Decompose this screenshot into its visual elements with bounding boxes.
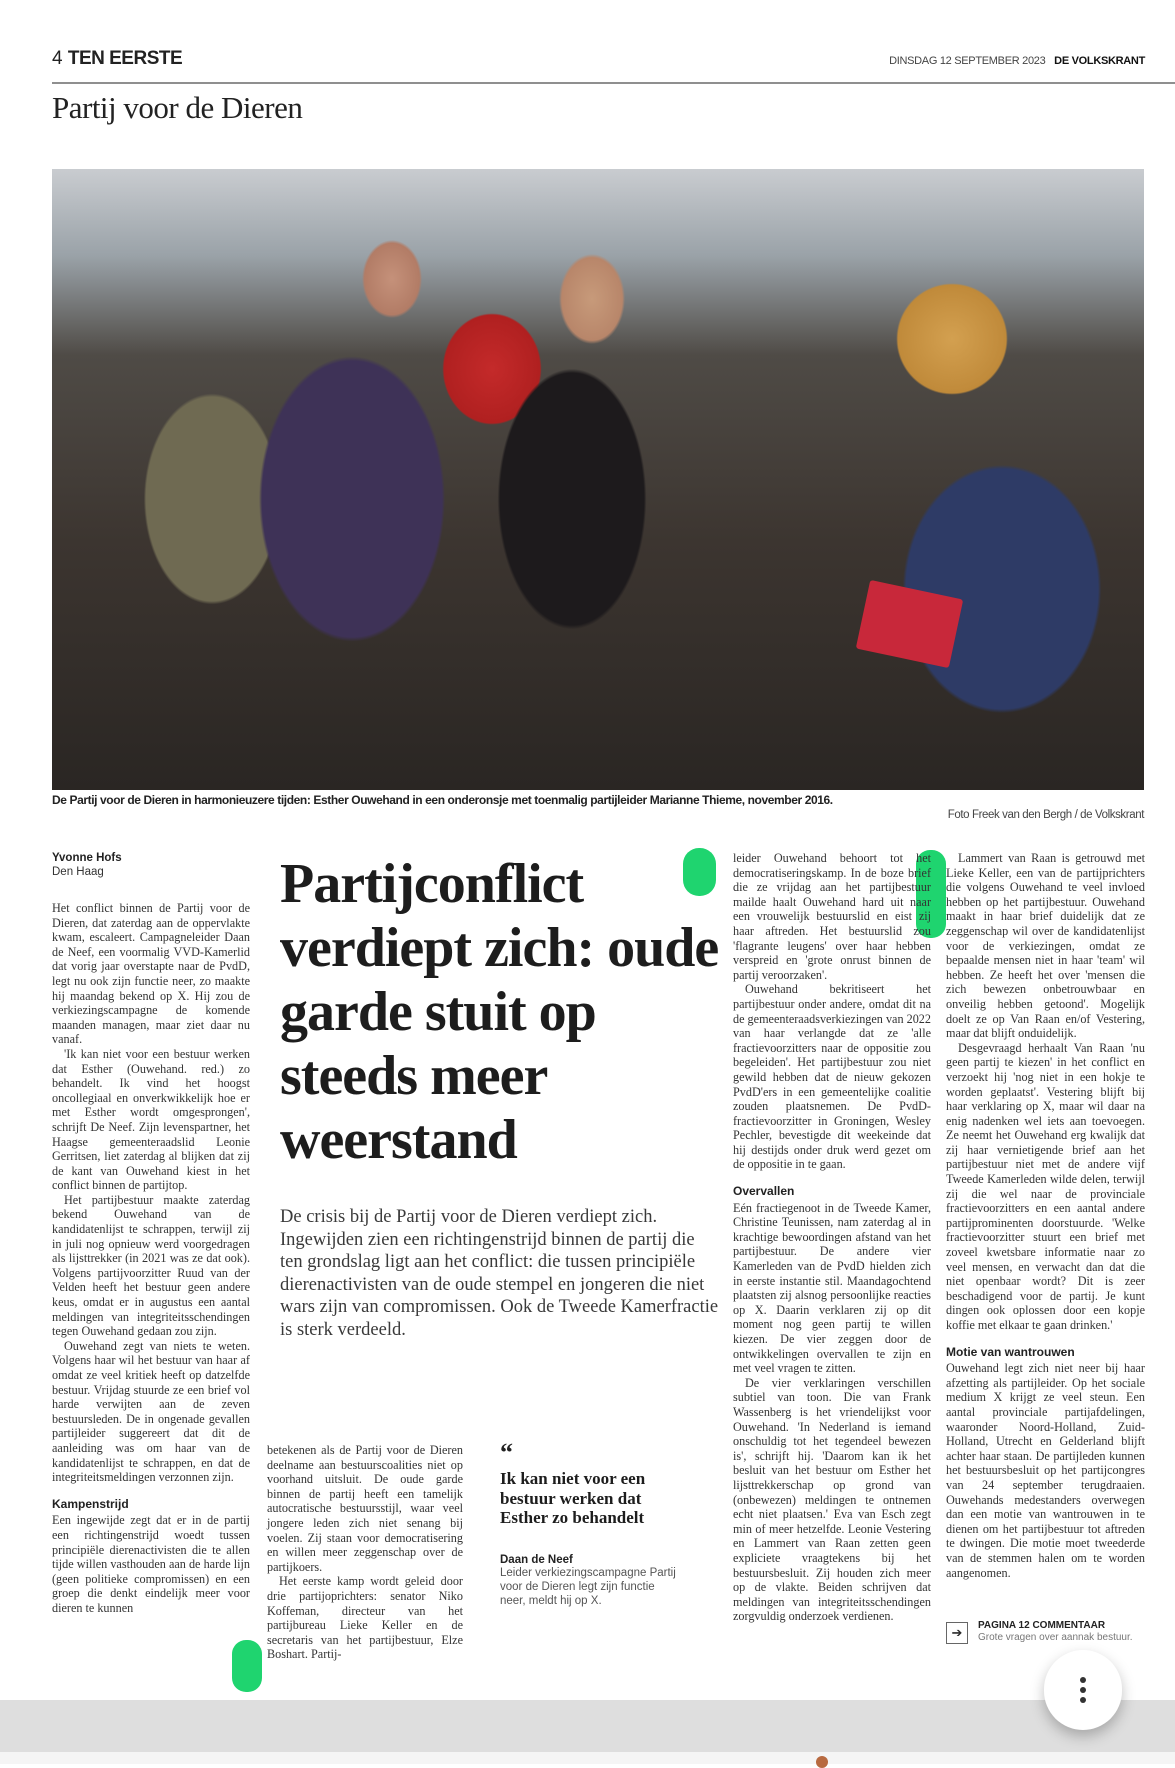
paragraph: Desgevraagd herhaalt Van Raan 'nu geen partij te kiezen' in het conflict en verzoekt hij 'nog niet in een hokje te worden geplaatst'. Vestering blijft bij haar verklaring op X, maar wil daar na enig nadenken wel iets aan toevoegen. Ze neemt het Ouwehand erg kwalijk dat zij haar vernietigende brief aan het partijbestuur niet met de andere vijf Tweede Kamerleden wilde delen, terwijl zij die wel naar de provinciale fractievoorzitters en een aantal andere partijprominenten doorstuurde. 'Welke fractievoorzitter stuurt een brief met zoveel kwetsbare informatie naar zo veel mensen, en verwacht dan dat die niet openbaar wordt? Dit is zeer beschadigend voor de partij. Je kunt dingen ook oplossen door een kopje koffie met elkaar te gaan drinken.' <box>946 1040 1145 1332</box>
page-number: 4 <box>52 48 63 69</box>
highlight-mark <box>232 1640 262 1692</box>
paragraph: Het conflict binnen de Partij voor de Dieren, dat zaterdag aan de oppervlakte kwam, escaleert. Campagneleider Daan de Neef, een voormalig VVD-Kamerlid dat vorig jaar overstapte naar de PvdD, legt nu ook zijn functie neer, zo maakte hij maandag bekend op X. Hij zou de verkiezingscampagne de komende maanden managen, maar ziet daar nu vanaf. <box>52 901 250 1047</box>
byline <box>52 851 250 879</box>
issue-date: DINSDAG 12 SEPTEMBER 2023 <box>889 55 1046 67</box>
photo-caption: De Partij voor de Dieren in harmonieuzere tijden: Esther Ouwehand in een onderonsje met toenmalig partijleider Marianne Thieme, november 2016. <box>52 793 833 807</box>
subheading: Overvallen <box>733 1184 795 1199</box>
article-column-3 <box>733 851 931 1624</box>
article-photo <box>52 169 1144 790</box>
xref-subtitle: Grote vragen over aannak bestuur. <box>978 1632 1133 1643</box>
cross-reference[interactable] <box>946 1620 1146 1644</box>
subheading: Kampenstrijd <box>52 1496 129 1511</box>
headline: Partijconflict verdiept zich: oude garde stuit op steeds meer weerstand <box>280 853 719 1171</box>
paragraph: 'Ik kan niet voor een bestuur werken dat Esther (Ouwehand. red.) zo behandelt. Ik vind het hoogst oncollegiaal en onverkwikkelijk hoe er met Esther wordt omgesprongen', schrijft De Neef. Zijn levenspartner, het Haagse gemeenteraadslid Leonie Gerritsen, liet zaterdag al blijken dat zij de kant van Ouwehand kiest in het conflict binnen de partijtop. <box>52 1046 250 1193</box>
quote-mark-icon: “ <box>500 1438 513 1467</box>
indicator-dot <box>816 1756 828 1768</box>
paragraph: Ouwehand bekritiseert het partijbestuur onder andere, omdat dit na de gemeenteraadsverkiezingen van 2022 van haar verlangde dat ze 'alle fractievoorzitters naar de oppositie zou begeleiden'. Het partijbestuur zou niet gewild hebben dat de nieuw gekozen PvdD'ers in een gemeentelijke coalitie zouden plaatsnemen. De PvdD-fractievoorzitter in Groningen, Wesley Pechler, bevestigde dit weekeinde dat hij destijds onder druk werd gezet om de oppositie in te gaan. <box>733 982 931 1172</box>
subheading: Motie van wantrouwen <box>946 1344 1075 1359</box>
quote-author-role: Leider verkiezingscampagne Partij voor de Dieren legt zijn functie neer, meldt hij op X. <box>500 1566 676 1607</box>
xref-title: PAGINA 12 COMMENTAAR <box>978 1620 1106 1631</box>
viewer-bottom-bar <box>0 1752 1175 1764</box>
page-header-right <box>889 55 1145 67</box>
page-header-left <box>52 48 182 70</box>
arrow-right-icon: ➔ <box>946 1622 968 1644</box>
paragraph: Het partijbestuur maakte zaterdag bekend Ouwehand van de kandidatenlijst te schrappen, terwijl zij in juli nog opnieuw werd voorgedragen als lijsttrekker (in 2021 was ze dat ook). Volgens partijvoorzitter Ruud van der Velden heeft het bestuur geen andere keus, omdat er in augustus een aantal meldingen van integriteitsschendingen tegen Ouwehand gedaan zou zijn. <box>52 1192 250 1339</box>
quote-text: Ik kan niet voor een bestuur werken dat Esther zo behandelt <box>500 1469 646 1527</box>
pull-quote <box>500 1438 680 1608</box>
more-options-button[interactable] <box>1044 1650 1122 1730</box>
quote-author: Daan de Neef <box>500 1553 573 1566</box>
paragraph: Lammert van Raan is getrouwd met Lieke Keller, een van de partijprichters die volgens Ouwehand te veel invloed hebben op het partijbestuur. Ouwehand maakt in haar brief duidelijk dat ze zeggenschap wil over de kandidatenlijst voor de verkiezingen, omdat ze bepaalde mensen niet in haar 'team' wil hebben. Ze heeft het over 'mensen die zich bewezen onbetrouwbaar en onveilig hebben getoond'. Mogelijk doelt ze op Van Raan en/of Vestering, maar dat blijft onduidelijk. <box>946 851 1145 1041</box>
author-name: Yvonne Hofs <box>52 852 122 864</box>
paragraph: Een ingewijde zegt dat er in de partij een richtingenstrijd woedt tussen principiële dierenactivisten die te allen tijde willen vasthouden aan de harde lijn (geen politieke compromissen) en een groep die denkt eindelijk meer voor dieren te kunnen <box>52 1513 250 1615</box>
article-intro: De crisis bij de Partij voor de Dieren verdiept zich. Ingewijden zien een richtingenstrijd binnen de partij die ten grondslag ligt aan het conflict: die tussen principiële dierenactivisten van de oude stempel en jongeren die niet wars zijn van compromissen. Ook de Tweede Kamerfractie is sterk verdeeld. <box>280 1207 719 1340</box>
header-rule <box>52 82 1175 84</box>
article-column-4 <box>946 851 1145 1580</box>
paragraph: leider Ouwehand behoort tot het democratiseringskamp. In de boze brief die ze vrijdag aan het partijbestuur mailde haalt Ouwehand hard uit naar een vrouwelijk bestuurslid en eist zij haar aftreden. Het bestuurslid zou 'flagrante leugens' over haar hebben verspreid en 'grote onrust binnen de partij veroorzaken'. <box>733 851 931 982</box>
red-card <box>856 580 963 668</box>
paragraph: Eén fractiegenoot in de Tweede Kamer, Christine Teunissen, nam zaterdag al in krachtige bewoordingen afstand van het partijbestuur. De andere vier Kamerleden van de PvdD hielden zich in eerste instantie stil. Maandagochtend plaatsten zij alsnog persoonlijke reacties op X. Daarin verklaren zij op dit moment nog geen partij te willen kiezen. De vier zeggen door de ontwikkelingen overvallen te zijn en met veel vragen te zitten. <box>733 1200 931 1376</box>
photo-credit: Foto Freek van den Bergh / de Volkskrant <box>947 809 1144 821</box>
article-column-1 <box>52 851 250 1616</box>
paragraph: Ouwehand legt zich niet neer bij haar afzetting als partijleider. Op het sociale medium X krijgt ze veel steun. Een aantal provinciale partijafdelingen, waaronder Noord-Holland, Zuid-Holland, Utrecht en Gelderland blijft achter haar staan. De partijleden kunnen het bestuursbesluit op het partijcongres van 24 september terugdraaien. Ouwehands medestanders overwegen dan een motie van wantrouwen in te dienen om het partijbestuur tot aftreden te dwingen. Die motie moet tweederde van de stemmen halen om te worden aangenomen. <box>946 1361 1145 1580</box>
dateline: Den Haag <box>52 866 104 878</box>
newspaper-name: DE VOLKSKRANT <box>1054 55 1145 67</box>
paragraph: Ouwehand zegt van niets te weten. Volgens haar wil het bestuur van haar af omdat ze veel kritiek heeft op datzelfde bestuur. Vrijdag stuurde ze een brief vol harde verwijten aan de zeven bestuursleden. De in ongenade gevallen partijleider suggereert dat dit de aanleiding was om haar van de kandidatenlijst te schrappen, en dat de integriteitsmeldingen verzonnen zijn. <box>52 1338 250 1485</box>
viewer-toolbar <box>0 1700 1175 1752</box>
paragraph: De vier verklaringen verschillen subtiel van toon. Die van Frank Wassenberg is het vriendelijkst voor Ouwehand. 'In Nederland is iemand onschuldig tot het tegendeel bewezen is', schrijft hij. 'Daarom kan ik het besluit van het bestuur om Esther het lijsttrekkerschap op grond van (onbewezen) meldingen te ontnemen echt niet plaatsen.' Eva van Esch zegt min of meer hetzelfde. Leonie Vestering en Lammert van Raan zetten geen expliciete vraagtekens bij het bestuursbesluit. Zij houden zich meer op de vlakte. Beiden schrijven dat meldingen van integriteitsschendingen zorgvuldig onderzoek verdienen. <box>733 1375 931 1624</box>
section-label: TEN EERSTE <box>67 48 183 69</box>
paragraph: Het eerste kamp wordt geleid door drie partijoprichters: senator Niko Koffeman, directeur van het partijbureau Lieke Keller en de secretaris van het partijbestuur, Elze Boshart. Partij- <box>267 1574 463 1662</box>
article-column-2 <box>267 1443 463 1662</box>
paragraph: betekenen als de Partij voor de Dieren deelname aan bestuurscoalities niet op voorhand uitsluit. De oude garde binnen de partij heeft een tamelijk autocratische bestuursstijl, waar veel jongere leden zich niet senang bij voelen. Zij staan voor democratisering en willen meer zeggenschap over de partijkoers. <box>267 1443 463 1574</box>
section-title: Partij voor de Dieren <box>52 90 303 125</box>
